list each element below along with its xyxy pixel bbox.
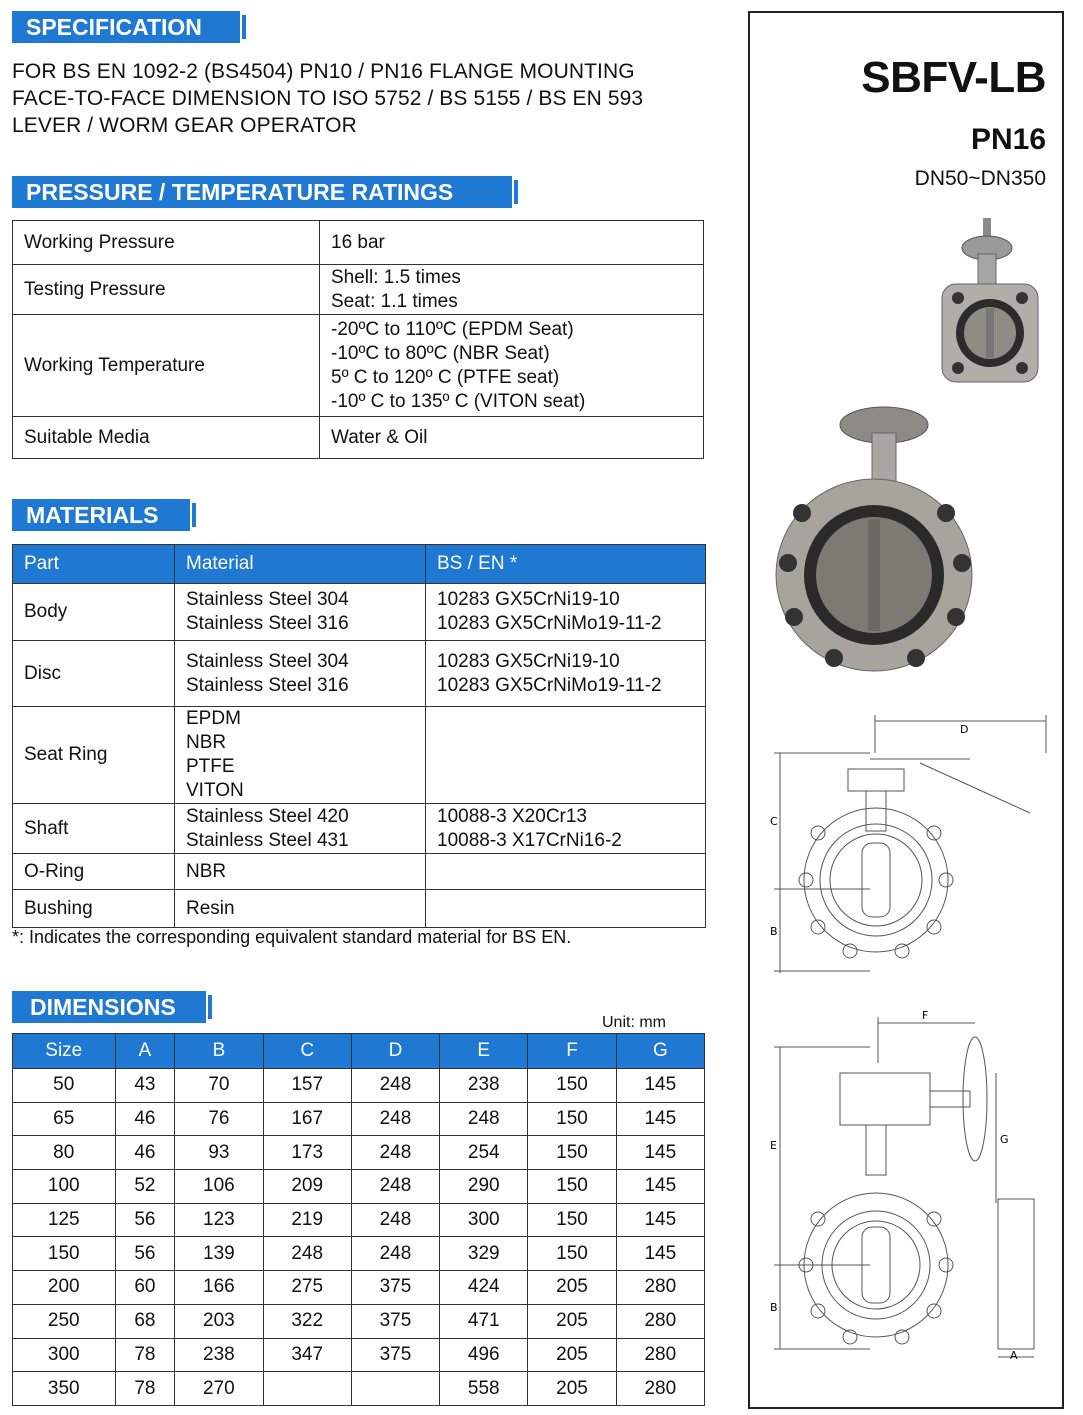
dim-label-b: B xyxy=(770,925,778,938)
standard-cell xyxy=(426,707,706,804)
dim-label-g: G xyxy=(1000,1133,1009,1146)
table-row xyxy=(13,1069,705,1103)
part-cell: Body xyxy=(13,584,175,641)
table-cell: 150 xyxy=(528,1136,616,1170)
table-cell: 166 xyxy=(175,1271,263,1305)
spec-line: FOR BS EN 1092-2 (BS4504) PN10 / PN16 FLANGE MOUNTING xyxy=(12,60,635,83)
table-row xyxy=(13,890,706,928)
table-cell: 150 xyxy=(528,1170,616,1204)
model-name: SBFV-LB xyxy=(861,53,1046,102)
table-cell: 157 xyxy=(263,1069,351,1103)
valve-photo-large xyxy=(774,403,974,675)
table-cell: 139 xyxy=(175,1237,263,1271)
column-header: Size xyxy=(13,1034,116,1069)
column-header: G xyxy=(616,1034,704,1069)
table-cell: 50 xyxy=(13,1069,116,1103)
table-row xyxy=(13,1372,705,1406)
table-cell: 471 xyxy=(440,1304,528,1338)
specification-header: SPECIFICATION xyxy=(12,11,240,43)
standard-cell: 10283 GX5CrNi19-10 10283 GX5CrNiMo19-11-2 xyxy=(426,584,706,641)
part-cell: O-Ring xyxy=(13,854,175,890)
table-cell: 248 xyxy=(351,1170,439,1204)
table-cell: 150 xyxy=(528,1203,616,1237)
table-cell: 123 xyxy=(175,1203,263,1237)
column-header: C xyxy=(263,1034,351,1069)
table-row xyxy=(13,804,706,854)
standard-cell xyxy=(426,890,706,928)
material-cell: Stainless Steel 420 Stainless Steel 431 xyxy=(175,804,426,854)
table-cell: 300 xyxy=(13,1338,116,1372)
table-cell: 558 xyxy=(440,1372,528,1406)
pressure-value: Shell: 1.5 times Seat: 1.1 times xyxy=(320,265,704,315)
part-cell: Disc xyxy=(13,641,175,707)
table-row xyxy=(13,221,704,265)
table-cell: 65 xyxy=(13,1102,116,1136)
table-row xyxy=(13,584,706,641)
column-header: F xyxy=(528,1034,616,1069)
table-cell: 60 xyxy=(115,1271,175,1305)
column-header: E xyxy=(440,1034,528,1069)
table-cell: 300 xyxy=(440,1203,528,1237)
column-header: D xyxy=(351,1034,439,1069)
table-cell: 248 xyxy=(351,1136,439,1170)
table-cell: 56 xyxy=(115,1203,175,1237)
table-header-row xyxy=(13,545,706,584)
pressure-value: -20ºC to 110ºC (EPDM Seat) -10ºC to 80ºC (NBR Seat) 5º C to 120º C (PTFE seat) -10º C to 135º C (VITON seat) xyxy=(320,315,704,417)
table-cell: 173 xyxy=(263,1136,351,1170)
table-cell: 145 xyxy=(616,1170,704,1204)
dimensions-header: DIMENSIONS xyxy=(12,991,206,1023)
table-row xyxy=(13,1338,705,1372)
table-cell: 248 xyxy=(351,1203,439,1237)
table-cell: 219 xyxy=(263,1203,351,1237)
table-row xyxy=(13,417,704,459)
pressure-label: Suitable Media xyxy=(13,417,320,459)
material-cell: NBR xyxy=(175,854,426,890)
table-cell: 52 xyxy=(115,1170,175,1204)
table-cell: 248 xyxy=(351,1237,439,1271)
table-cell: 209 xyxy=(263,1170,351,1204)
dim-label-d: D xyxy=(960,723,969,736)
table-header-row xyxy=(13,1034,705,1069)
table-cell: 322 xyxy=(263,1304,351,1338)
standard-cell: 10283 GX5CrNi19-10 10283 GX5CrNiMo19-11-2 xyxy=(426,641,706,707)
table-cell: 238 xyxy=(440,1069,528,1103)
table-cell: 106 xyxy=(175,1170,263,1204)
material-cell: EPDM NBR PTFE VITON xyxy=(175,707,426,804)
table-row xyxy=(13,315,704,417)
table-cell: 167 xyxy=(263,1102,351,1136)
table-cell: 93 xyxy=(175,1136,263,1170)
table-cell: 347 xyxy=(263,1338,351,1372)
table-cell: 248 xyxy=(351,1102,439,1136)
table-cell: 275 xyxy=(263,1271,351,1305)
table-cell xyxy=(351,1372,439,1406)
table-row xyxy=(13,1136,705,1170)
pressure-header: PRESSURE / TEMPERATURE RATINGS xyxy=(12,176,512,208)
column-header: Material xyxy=(175,545,426,584)
table-cell: 205 xyxy=(528,1271,616,1305)
table-cell: 205 xyxy=(528,1304,616,1338)
product-panel xyxy=(748,11,1064,1409)
unit-label: Unit: mm xyxy=(602,1014,666,1031)
table-cell: 78 xyxy=(115,1372,175,1406)
pressure-value: 16 bar xyxy=(320,221,704,265)
table-row xyxy=(13,707,706,804)
pressure-label: Testing Pressure xyxy=(13,265,320,315)
table-cell: 46 xyxy=(115,1102,175,1136)
table-cell xyxy=(263,1372,351,1406)
materials-table xyxy=(12,544,706,928)
table-cell: 350 xyxy=(13,1372,116,1406)
table-cell: 150 xyxy=(528,1102,616,1136)
table-cell: 70 xyxy=(175,1069,263,1103)
table-cell: 205 xyxy=(528,1372,616,1406)
dim-label-f: F xyxy=(922,1009,929,1022)
table-row xyxy=(13,265,704,315)
pressure-table xyxy=(12,220,704,459)
table-row xyxy=(13,1102,705,1136)
table-cell: 80 xyxy=(13,1136,116,1170)
material-cell: Stainless Steel 304 Stainless Steel 316 xyxy=(175,641,426,707)
table-cell: 100 xyxy=(13,1170,116,1204)
table-cell: 375 xyxy=(351,1338,439,1372)
specification-text xyxy=(12,58,643,139)
column-header: B xyxy=(175,1034,263,1069)
dim-label-c: C xyxy=(770,815,778,828)
table-cell: 254 xyxy=(440,1136,528,1170)
table-cell: 248 xyxy=(351,1069,439,1103)
pressure-class: PN16 xyxy=(970,123,1046,156)
table-cell: 145 xyxy=(616,1102,704,1136)
table-cell: 150 xyxy=(13,1237,116,1271)
lever-drawing xyxy=(770,713,1060,975)
part-cell: Shaft xyxy=(13,804,175,854)
table-cell: 125 xyxy=(13,1203,116,1237)
table-row xyxy=(13,1304,705,1338)
table-cell: 280 xyxy=(616,1372,704,1406)
valve-photo-small xyxy=(938,218,1042,390)
table-cell: 424 xyxy=(440,1271,528,1305)
dim-label-e: E xyxy=(770,1139,777,1152)
part-cell: Bushing xyxy=(13,890,175,928)
dim-label-a: A xyxy=(1010,1349,1018,1362)
table-row xyxy=(13,1271,705,1305)
table-cell: 145 xyxy=(616,1136,704,1170)
spec-line: LEVER / WORM GEAR OPERATOR xyxy=(12,114,357,137)
standard-cell xyxy=(426,854,706,890)
materials-header: MATERIALS xyxy=(12,499,190,531)
table-cell: 375 xyxy=(351,1304,439,1338)
table-cell: 280 xyxy=(616,1271,704,1305)
table-row xyxy=(13,1237,705,1271)
table-row xyxy=(13,1203,705,1237)
material-cell: Resin xyxy=(175,890,426,928)
size-range: DN50~DN350 xyxy=(914,167,1046,190)
table-cell: 145 xyxy=(616,1203,704,1237)
table-cell: 78 xyxy=(115,1338,175,1372)
table-cell: 150 xyxy=(528,1069,616,1103)
table-row xyxy=(13,641,706,707)
table-cell: 248 xyxy=(440,1102,528,1136)
spec-line: FACE-TO-FACE DIMENSION TO ISO 5752 / BS 5155 / BS EN 593 xyxy=(12,87,644,110)
table-cell: 280 xyxy=(616,1304,704,1338)
pressure-value: Water & Oil xyxy=(320,417,704,459)
part-cell: Seat Ring xyxy=(13,707,175,804)
table-row xyxy=(13,854,706,890)
gear-drawing xyxy=(770,1003,1060,1363)
table-cell: 238 xyxy=(175,1338,263,1372)
table-cell: 145 xyxy=(616,1237,704,1271)
table-cell: 280 xyxy=(616,1338,704,1372)
table-cell: 43 xyxy=(115,1069,175,1103)
table-cell: 68 xyxy=(115,1304,175,1338)
table-cell: 205 xyxy=(528,1338,616,1372)
table-cell: 203 xyxy=(175,1304,263,1338)
column-header: BS / EN * xyxy=(426,545,706,584)
pressure-label: Working Pressure xyxy=(13,221,320,265)
table-cell: 248 xyxy=(263,1237,351,1271)
table-cell: 375 xyxy=(351,1271,439,1305)
table-cell: 200 xyxy=(13,1271,116,1305)
materials-note: *: Indicates the corresponding equivalent standard material for BS EN. xyxy=(12,927,572,947)
table-row xyxy=(13,1170,705,1204)
column-header: Part xyxy=(13,545,175,584)
table-cell: 145 xyxy=(616,1069,704,1103)
table-cell: 270 xyxy=(175,1372,263,1406)
standard-cell: 10088-3 X20Cr13 10088-3 X17CrNi16-2 xyxy=(426,804,706,854)
table-cell: 76 xyxy=(175,1102,263,1136)
table-cell: 150 xyxy=(528,1237,616,1271)
table-cell: 46 xyxy=(115,1136,175,1170)
column-header: A xyxy=(115,1034,175,1069)
table-cell: 496 xyxy=(440,1338,528,1372)
material-cell: Stainless Steel 304 Stainless Steel 316 xyxy=(175,584,426,641)
dim-label-b: B xyxy=(770,1301,778,1314)
table-cell: 290 xyxy=(440,1170,528,1204)
table-cell: 329 xyxy=(440,1237,528,1271)
table-cell: 250 xyxy=(13,1304,116,1338)
table-cell: 56 xyxy=(115,1237,175,1271)
dimensions-table xyxy=(12,1033,705,1406)
pressure-label: Working Temperature xyxy=(13,315,320,417)
